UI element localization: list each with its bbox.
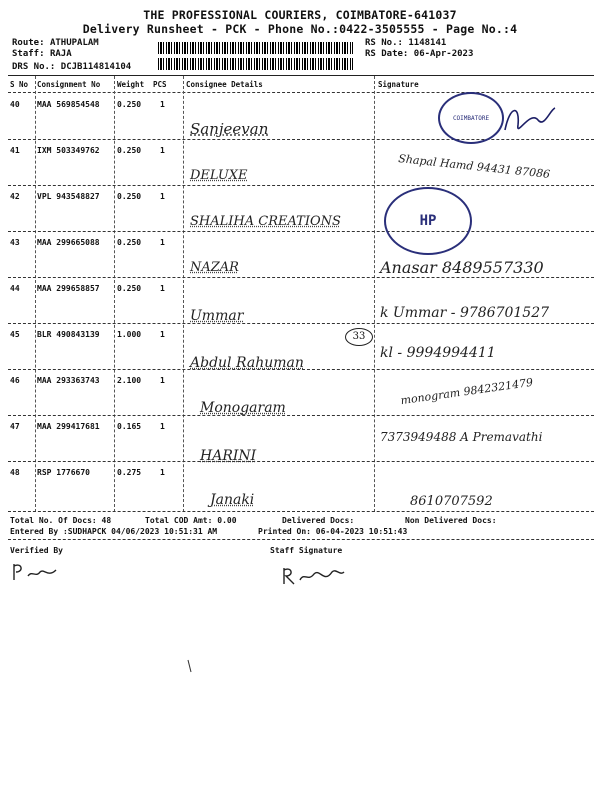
row-44-signature: k Ummar - 9786701527: [380, 305, 550, 321]
header-rule-bottom: [8, 92, 594, 93]
row-45-pcs: 1: [160, 330, 165, 339]
row-45-consignee: Abdul Rahuman: [190, 355, 304, 371]
staff-signature-label: Staff Signature: [270, 546, 343, 555]
total-cod: [145, 516, 237, 525]
route-label: Route:: [12, 38, 45, 48]
divider-3: [183, 76, 184, 512]
entered-by: Entered By :SUDHAPCK 04/06/2023 10:51:31 AM: [10, 527, 218, 536]
row-46-weight: 2.100: [117, 376, 142, 385]
row-48-consignee: Janaki: [210, 492, 255, 508]
row-rule-46: [8, 415, 594, 416]
row-40-sno: 40: [10, 100, 20, 109]
row-40-weight: 0.250: [117, 100, 142, 109]
col-signature: Signature: [378, 80, 419, 89]
row-41-sno: 41: [10, 146, 20, 155]
row-44-consignment: MAA 299658857: [37, 284, 100, 293]
row-43-signature: Anasar 8489557330: [380, 258, 544, 277]
row-rule-42: [8, 231, 594, 232]
row-48-weight: 0.275: [117, 468, 142, 477]
divider-4: [374, 76, 375, 512]
circled-note: 33: [345, 328, 373, 346]
row-47-weight: 0.165: [117, 422, 142, 431]
non-delivered-docs: Non Delivered Docs:: [405, 516, 497, 525]
staff-line: [12, 49, 72, 59]
row-rule-44: [8, 323, 594, 324]
rs-no-line: [365, 38, 446, 48]
row-48-signature: 8610707592: [410, 494, 493, 509]
total-docs: [10, 516, 111, 525]
row-46-signature: monogram 9842321479: [399, 375, 534, 408]
row-42-pcs: 1: [160, 192, 165, 201]
col-pcs: PCS: [153, 80, 167, 89]
stray-mark: [185, 658, 195, 674]
drs-label: DRS No.:: [12, 62, 56, 72]
row-47-signature: 7373949488 A Premavathi: [380, 430, 543, 444]
total-docs-label: Total No. Of Docs:: [10, 516, 97, 525]
row-48-sno: 48: [10, 468, 20, 477]
row-42-sno: 42: [10, 192, 20, 201]
col-sno: S No: [10, 80, 29, 89]
total-docs-value: 48: [101, 516, 112, 525]
total-cod-value: 0.00: [217, 516, 237, 525]
row-41-weight: 0.250: [117, 146, 142, 155]
row-40-pcs: 1: [160, 100, 165, 109]
col-consignee: Consignee Details: [186, 80, 263, 89]
row-rule-43: [8, 277, 594, 278]
row-41-pcs: 1: [160, 146, 165, 155]
rs-date-value: 06-Apr-2023: [413, 49, 474, 59]
barcode-top: [158, 42, 353, 54]
document-subtitle: Delivery Runsheet - PCK - Phone No.:0422-3505555 - Page No.:4: [82, 22, 518, 36]
row-40-consignment: MAA 569854548: [37, 100, 100, 109]
staff-signature: [280, 562, 350, 590]
row-44-pcs: 1: [160, 284, 165, 293]
row-rule-47: [8, 461, 594, 462]
verified-by-label: Verified By: [10, 546, 63, 555]
row-rule-48: [8, 511, 594, 512]
delivered-docs: Delivered Docs:: [282, 516, 355, 525]
rs-no-label: RS No.:: [365, 38, 403, 48]
row-45-weight: 1.000: [117, 330, 142, 339]
row-43-weight: 0.250: [117, 238, 142, 247]
route-value: ATHUPALAM: [49, 38, 99, 48]
staff-value: RAJA: [49, 49, 72, 59]
printed-on: Printed On: 06-04-2023 10:51:43: [258, 527, 408, 536]
row-43-consignment: MAA 299665088: [37, 238, 100, 247]
row-42-weight: 0.250: [117, 192, 142, 201]
footer-rule: [8, 539, 594, 540]
row-48-pcs: 1: [160, 468, 165, 477]
drs-value: DCJB114814104: [60, 62, 132, 72]
drs-line: [12, 62, 131, 72]
stamp-text: COIMBATORE: [452, 114, 490, 122]
row-48-consignment: RSP 1776670: [37, 468, 90, 477]
row-47-consignment: MAA 299417681: [37, 422, 100, 431]
row-rule-41: [8, 185, 594, 186]
row-43-consignee: NAZAR: [190, 260, 239, 275]
rs-date-label: RS Date:: [365, 49, 409, 59]
row-43-sno: 43: [10, 238, 20, 247]
row-41-consignment: IXM 503349762: [37, 146, 100, 155]
total-cod-label: Total COD Amt:: [145, 516, 213, 525]
seal-text: HP: [419, 213, 437, 229]
row-47-sno: 47: [10, 422, 20, 431]
row-45-signature: kl - 9994994411: [380, 345, 496, 361]
col-consignment: Consignment No: [37, 80, 101, 89]
row-45-consignment: BLR 490843139: [37, 330, 100, 339]
row-46-pcs: 1: [160, 376, 165, 385]
divider-1: [35, 76, 36, 512]
route-line: [12, 38, 99, 48]
row-46-consignee: Monogaram: [200, 400, 286, 416]
col-weight: Weight: [117, 80, 145, 89]
row-rule-45: [8, 369, 594, 370]
row-41-consignee: DELUXE: [190, 168, 248, 183]
row-45-sno: 45: [10, 330, 20, 339]
barcode-bottom: [158, 58, 353, 70]
row-46-consignment: MAA 293363743: [37, 376, 100, 385]
row-47-consignee: HARINI: [200, 448, 257, 464]
row-40-signature-scribble: [500, 100, 560, 140]
row-41-signature: Shapal Hamd 94431 87086: [397, 152, 551, 181]
row-40-consignee: Sanjeevan: [190, 120, 269, 138]
round-seal-stamp: [384, 187, 472, 255]
row-42-consignee: SHALIHA CREATIONS: [190, 214, 341, 229]
divider-2: [114, 76, 115, 512]
row-44-weight: 0.250: [117, 284, 142, 293]
header-rule-top: [8, 75, 594, 76]
document-title: THE PROFESSIONAL COURIERS, COIMBATORE-641037: [143, 8, 457, 22]
company-stamp: [438, 92, 504, 144]
row-46-sno: 46: [10, 376, 20, 385]
row-47-pcs: 1: [160, 422, 165, 431]
row-44-consignee: Ummar: [190, 308, 244, 324]
staff-label: Staff:: [12, 49, 45, 59]
verified-signature: [10, 560, 70, 585]
rs-no-value: 1148141: [408, 38, 447, 48]
rs-date-line: [365, 49, 473, 59]
row-42-consignment: VPL 943548827: [37, 192, 100, 201]
row-44-sno: 44: [10, 284, 20, 293]
row-43-pcs: 1: [160, 238, 165, 247]
